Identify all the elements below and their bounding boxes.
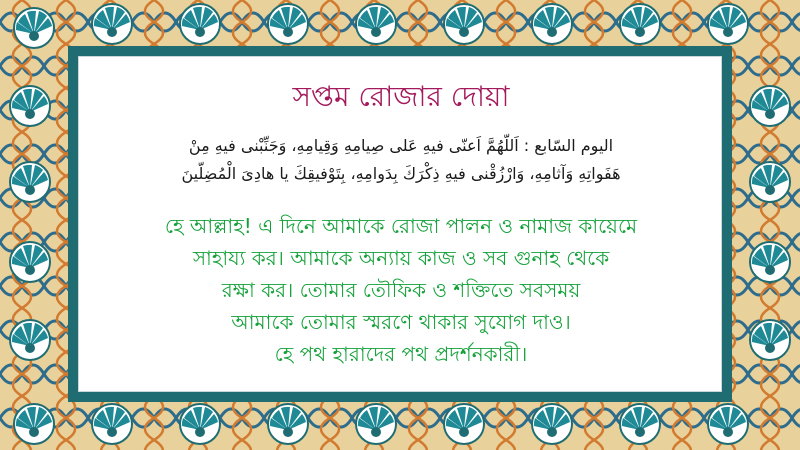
- arabic-prayer-line-1: اليوم السّابع : اَللّهُمَّ اَعنّى فيهِ عَلى صِيامِهِ وَقِيامِهِ، وَجَنِّبْنى فيهِ مِنْ: [188, 136, 614, 155]
- bangla-translation-line-3: রক্ষা কর। তোমার তৌফিক ও শক্তিতে সবসময়: [221, 278, 581, 302]
- bangla-translation-line-5: হে পথ হারাদের পথ প্রদর্শনকারী।: [274, 342, 528, 366]
- bangla-translation-line-4: আমাকে তোমার স্মরণে থাকার সুযোগ দাও।: [231, 310, 571, 334]
- page-title: সপ্তম রোজার দোয়া: [292, 80, 510, 113]
- bangla-translation-line-2: সাহায্য কর। আমাকে অন্যায় কাজ ও সব গুনাহ থেকে: [192, 246, 610, 270]
- arabic-prayer-line-2: هَفَواتِهِ وَآثامِهِ، وَارْزُقْنى فيهِ ذِكْرَكَ بِدَوامِهِ، بِتَوْفيقِكَ يا هادِىَ الْمُضِلّينَ: [181, 164, 621, 183]
- bangla-translation-line-1: হে আল্লাহ! এ দিনে আমাকে রোজা পালন ও নামাজ কায়েমে: [164, 214, 638, 238]
- content-panel: [78, 56, 722, 392]
